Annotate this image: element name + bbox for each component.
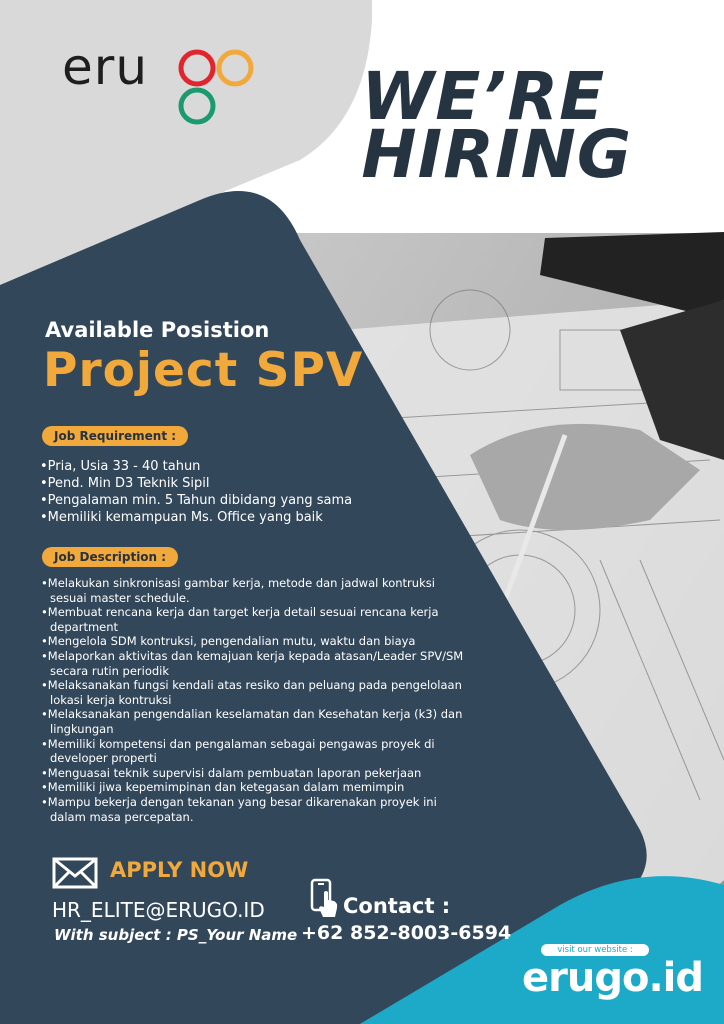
description-item: • Melakukan sinkronisasi gambar kerja, metode dan jadwal kontruksi sesuai master schedule. (40, 576, 472, 605)
hiring-headline (361, 58, 632, 193)
headline-line2: HIRING (361, 116, 632, 193)
description-item: • Mampu bekerja dengan tekanan yang besar dikarenakan proyek ini dalam masa percepatan. (40, 795, 472, 824)
description-item: • Melaporkan aktivitas dan kemajuan kerja kepada atasan/Leader SPV/SM secara rutin periodik (40, 649, 472, 678)
position-label: Available Posistion (45, 318, 270, 342)
description-item: • Melaksanakan fungsi kendali atas resiko dan peluang pada pengelolaan lokasi kerja kontruksi (40, 678, 472, 707)
logo-ring-red (181, 52, 213, 84)
requirement-item: • Pend. Min D3 Teknik Sipil (40, 475, 420, 492)
envelope-icon (52, 857, 98, 889)
requirement-item: • Memiliki kemampuan Ms. Office yang baik (40, 509, 420, 526)
apply-subject: With subject : PS_Your Name (54, 926, 298, 944)
description-item: • Menguasai teknik supervisi dalam pembuatan laporan pekerjaan (40, 766, 472, 781)
job-description-heading: Job Description : (42, 547, 178, 567)
description-item: • Memiliki jiwa kepemimpinan dan ketegasan dalam memimpin (40, 780, 472, 795)
logo-ring-orange (219, 52, 251, 84)
logo-wordmark: eru (62, 38, 149, 96)
description-item: • Memiliki kompetensi dan pengalaman sebagai pengawas proyek di developer properti (40, 737, 472, 766)
requirement-item: • Pengalaman min. 5 Tahun dibidang yang sama (40, 492, 420, 509)
contact-label: Contact : (343, 894, 451, 918)
website-caption: visit our website : (541, 944, 649, 956)
phone-touch-icon (308, 878, 342, 920)
website-domain[interactable]: erugo.id (522, 955, 703, 1001)
requirement-list (40, 458, 420, 526)
apply-now-label: APPLY NOW (110, 858, 249, 882)
description-list (40, 576, 472, 824)
description-item: • Mengelola SDM kontruksi, pengendalian mutu, waktu dan biaya (40, 634, 472, 649)
logo-ring-green (181, 90, 213, 122)
description-item: • Membuat rencana kerja dan target kerja detail sesuai rencana kerja department (40, 605, 472, 634)
headline-line1: WE’RE (361, 58, 606, 135)
apply-email[interactable]: HR_ELITE@ERUGO.ID (52, 898, 265, 922)
description-item: • Melaksanakan pengendalian keselamatan dan Kesehatan kerja (k3) dan lingkungan (40, 707, 472, 736)
contact-phone[interactable]: +62 852-8003-6594 (301, 922, 512, 944)
logo-rings-icon (172, 44, 262, 129)
position-title: Project SPV (43, 343, 364, 398)
requirement-item: • Pria, Usia 33 - 40 tahun (40, 458, 420, 475)
job-requirement-heading: Job Requirement : (42, 426, 188, 446)
erugo-logo (62, 38, 148, 96)
